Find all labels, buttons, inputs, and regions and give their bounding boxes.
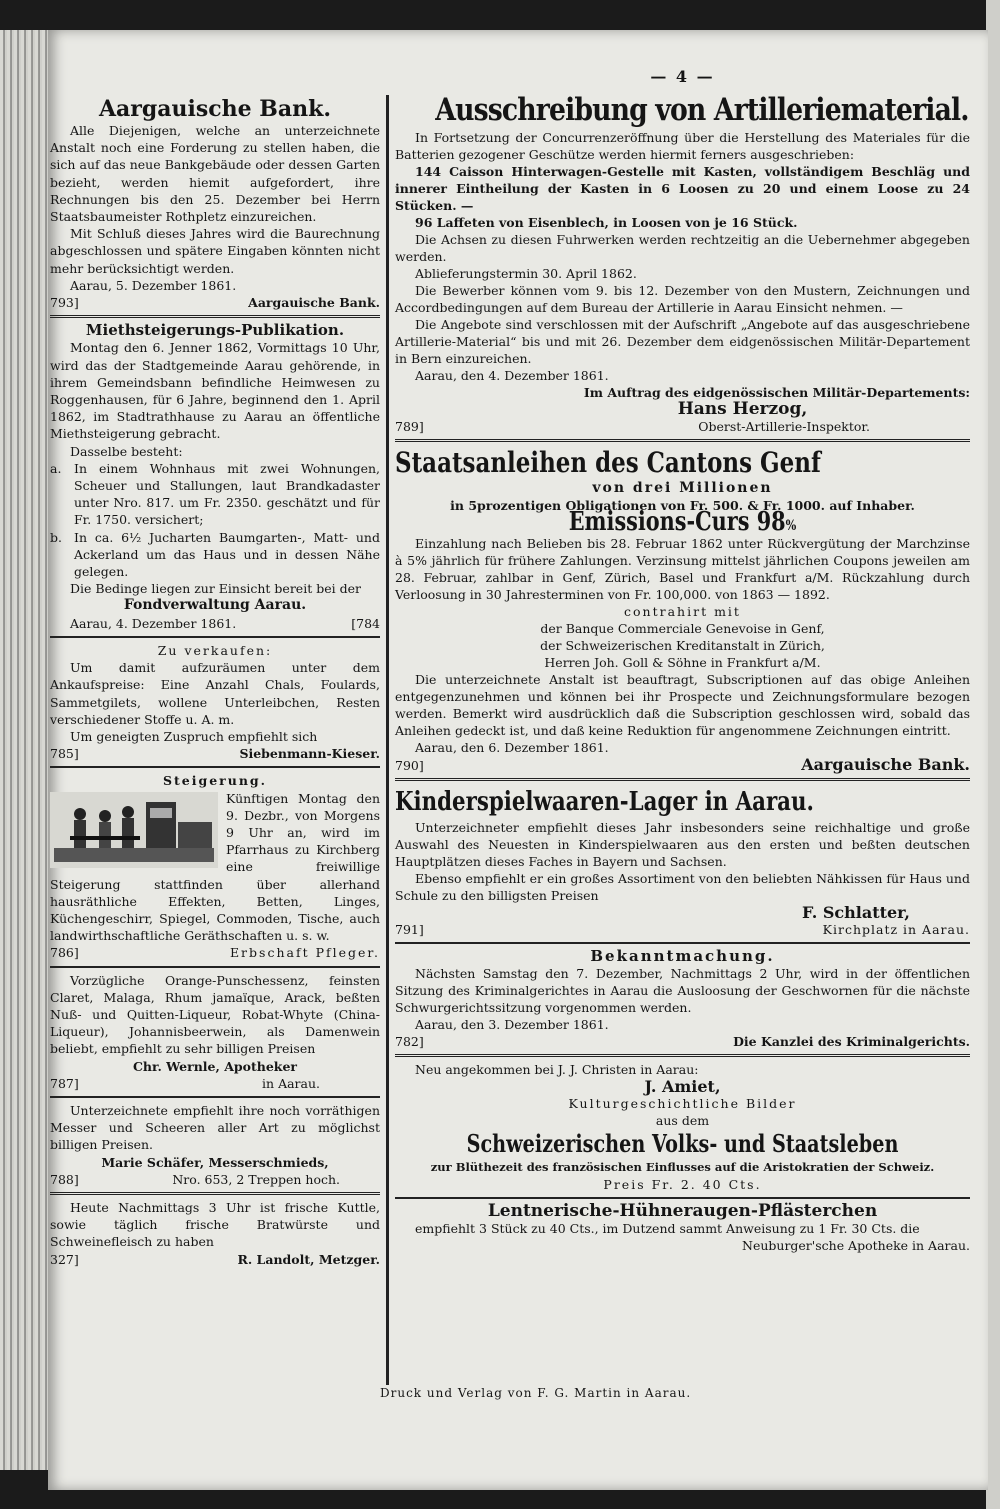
right-page-strip [986,0,1000,1509]
spiel-title: Kinderspielwaaren-Lager in Aarau. [395,787,814,817]
bank-body2: Mit Schluß dieses Jahres wird die Baurechnung abgeschlossen und spätere Eingaben könnten nicht mehr berücksichtigt werden. [50,226,380,276]
verkauf-title: Zu verkaufen: [157,642,273,658]
artillerie-sign: Hans Herzog, [677,399,808,419]
amiet-neu: Neu angekommen bei J. J. Christen in Aarau: [415,1062,699,1077]
amiet-notice [395,1061,970,1193]
item-label: b. [50,529,62,545]
miet-bedinge: Die Bedinge liegen zur Einsicht bereit bei der [70,581,361,597]
artillerie-title: Ausschreibung von Artilleriematerial. [435,92,969,128]
bank-sign: Aargauische Bank. [248,295,380,311]
artillerie-p4: Die Achsen zu diesen Fuhrwerken werden rechtzeitig an die Uebernehmer abgegeben werden. [395,232,970,264]
amiet-l2: aus dem [655,1113,710,1128]
messer-sign1: Marie Schäfer, Messerschmieds, [101,1154,329,1170]
verkauf-body2: Um geneigten Zuspruch empfiehlt sich [70,728,318,744]
divider [395,1197,970,1199]
divider [50,1192,380,1195]
bekannt-num: 782] [395,1034,424,1049]
column-rule [386,95,389,1385]
artillerie-auftrag: Im Auftrag des eidgenössischen Militär-Departements: [583,385,970,400]
amiet-price: Preis Fr. 2. 40 Cts. [603,1177,762,1192]
bank-title: Aargauische Bank. [98,96,332,122]
genf-sub: von drei Millionen [592,480,773,496]
verkauf-sign: Siebenmann-Kieser. [239,746,380,762]
verkauf-notice [50,642,380,762]
punsch-sign1: Chr. Wernle, Apotheker [132,1058,298,1074]
divider [50,766,380,768]
divider [50,1096,380,1098]
genf-date: Aarau, den 6. Dezember 1861. [415,740,609,755]
artillerie-notice [395,91,970,435]
genf-p2: Die unterzeichnete Anstalt ist beauftragt, Subscriptionen auf das obige Anleihen entgegenzunehmen und können bei ihr Prospecte und Zeichnungsformulare bezogen werden. Bemerkt wird ausdrücklich daß die Subscription geschlossen wird, sobald das Anleihen gedeckt ist, und daß keine Reduktion für angenommene Zeichnungen eintritt. [395,672,970,738]
curs-text: Emissions-Curs 98 [568,507,786,537]
divider [50,636,380,638]
miet-body: Montag den 6. Jenner 1862, Vormittags 10 Uhr, wird das der Stadtgemeinde Aarau gehörende, in ihrem Gemeindsbann befindliche Heimwesen zu Roggenhausen, für 6 Jahre, beginnend den 1. April 1862, im Stadtrathhause zu Aarau an öffentliche Miethsteigerung gebracht. [50,340,380,442]
lent-p1: empfiehlt 3 Stück zu 40 Cts., im Dutzend sammt Anweisung zu 1 Fr. 30 Cts. die [415,1221,920,1236]
punsch-num: 787] [50,1075,79,1091]
bekannt-title: Bekanntmachung. [590,947,775,965]
divider [395,439,970,442]
genf-bank1: der Banque Commerciale Genevoise in Genf, [540,621,825,636]
verkauf-body: Um damit aufzuräumen unter dem Ankaufspreise: Eine Anzahl Chals, Foulards, Sammetgilets, wollene Unterleibchen, Resten verschiedener Stoffe u. A. m. [50,660,380,727]
bekannt-date: Aarau, den 3. Dezember 1861. [415,1017,609,1032]
lent-title: Lentnerische-Hühneraugen-Pflästerchen [487,1201,878,1221]
divider [395,942,970,944]
messer-body: Unterzeichnete empfiehlt ihre noch vorräthigen Messer und Scheeren aller Art zu möglichst billigen Preisen. [50,1102,380,1153]
punsch-body: Vorzügliche Orange-Punschessenz, feinsten Claret, Malaga, Rhum jamaïque, Arack, beßten Nuß- und Quitten-Liqueur, Robat-Whyte (China-Liqueur), Johannisbeerwein, als Damenwein beliebt, empfiehlt zu sehr billigen Preisen [50,972,380,1057]
miet-notice [50,322,380,632]
divider [50,966,380,968]
kuttle-notice [50,1199,380,1268]
miet-item-a [50,460,380,529]
amiet-l3: Schweizerischen Volks- und Staatsleben [466,1129,899,1158]
spiel-p1: Unterzeichneter empfiehlt dieses Jahr insbesonders seine reichhaltige und große Auswahl des Neuesten in Kinderspielwaaren aus den ersten und beßten deutschen Hauptplätzen dieses Faches in Bayern und Sachsen. [395,820,970,869]
genf-sign: Aargauische Bank. [801,755,970,774]
genf-title: Staatsanleihen des Cantons Genf [395,446,821,479]
spiel-sign2: Kirchplatz in Aarau. [822,922,970,937]
amiet-l4: zur Blüthezeit des französischen Einflusses auf die Aristokratien der Schweiz. [430,1160,935,1174]
punsch-notice [50,972,380,1092]
divider [395,778,970,781]
artillerie-p3: 96 Laffeten von Eisenblech, in Loosen von je 16 Stück. [415,215,798,230]
bank-body: Alle Diejenigen, welche an unterzeichnete Anstalt noch eine Forderung zu stellen haben, die sich auf das neue Bankgebäude oder dessen Garten bezieht, werden hiemit aufgefordert, ihre Rechnungen bis den 25. Dezember bei Herrn Staatsbaumeister Rothpletz einzureichen. [50,123,380,225]
bank-date: Aarau, 5. Dezember 1861. [70,277,237,293]
punsch-sign2: in Aarau. [262,1075,320,1091]
artillerie-sign2: Oberst-Artillerie-Inspektor. [698,419,870,434]
genf-curs [453,507,913,537]
bekannt-p1: Nächsten Samstag den 7. Dezember, Nachmittags 2 Uhr, wird in der öffentlichen Sitzung des Kriminalgerichtes in Aarau die Ausloosung der Geschwornen für die nächste Schwurgerichtssitzung vorgenommen werden. [395,966,970,1015]
page-number: — 4 — [650,67,715,86]
artillerie-p6: Die Bewerber können vom 9. bis 12. Dezember von den Mustern, Zeichnungen und Accordbedingungen auf dem Bureau der Artillerie in Aarau Einsicht nehmen. — [395,283,970,315]
steigerung-body: Künftigen Montag den 9. Dezbr., von Morgens 9 Uhr an, wird im Pfarrhaus zu Kirchberg eine freiwillige Steigerung stattfinden über allerhand hausräthliche Effekten, Betten, Linges, Küchengeschirr, Spiegel, Commoden, Tische, auch landwirthschaftliche Geräthschaften u. s. w. [50,790,380,944]
verkauf-num: 785] [50,746,79,762]
item-text: In einem Wohnhaus mit zwei Wohnungen, Scheuer und Stallungen, laut Brandkadaster unter Nro. 817. um Fr. 2350. geschätzt und für Fr. 1750. versichert; [74,460,380,528]
genf-bank2: der Schweizerischen Kreditanstalt in Zürich, [540,638,825,653]
artillerie-date: Aarau, den 4. Dezember 1861. [415,368,609,383]
amiet-l1: Kulturgeschichtliche Bilder [568,1096,797,1111]
miet-title: Miethsteigerungs-Publikation. [85,321,345,340]
artillerie-p5: Ablieferungstermin 30. April 1862. [415,266,637,281]
amiet-author: J. Amiet, [644,1077,721,1096]
artillerie-p7: Die Angebote sind verschlossen mit der Aufschrift „Angebote auf das ausgeschriebene Artillerie-Material“ bis und mit 26. Dezember dem eidgenössischen Militär-Departement in Bern einzureichen. [395,317,970,366]
genf-num: 790] [395,758,424,773]
genf-bank3: Herren Joh. Goll & Söhne in Frankfurt a/M. [544,655,821,670]
spiel-sign: F. Schlatter, [801,903,910,922]
genf-sub2: in 5prozentigen Obligationen von Fr. 500. & Fr. 1000. auf Inhaber. [450,498,915,513]
lent-p2: Neuburger'sche Apotheke in Aarau. [742,1238,970,1253]
miet-dasselbe: Dasselbe besteht: [70,443,183,459]
messer-num: 788] [50,1171,79,1187]
genf-contra: contrahirt mit [624,604,741,619]
spiel-p2: Ebenso empfiehlt er ein großes Assortiment von den beliebten Nähkissen für Haus und Schule zu den billigsten Preisen [395,871,970,903]
genf-p1: Einzahlung nach Belieben bis 28. Februar 1862 unter Rückvergütung der Marchzinse à 5% jährlich für frühere Zahlungen. Verzinsung mittelst jährlichen Coupons jeweilen am 28. Februar, zahlbar in Genf, Zürich, Basel und Frankfurt a/M. Rückzahlung durch Verloosung in 30 Jahresterminen von Fr. 100,000. von 1863 — 1892. [395,536,970,602]
auction-woodcut-image [50,792,218,868]
miet-sign: Fondverwaltung Aarau. [123,597,307,614]
spiel-num: 791] [395,922,424,937]
bekannt-sign: Die Kanzlei des Kriminalgerichts. [733,1034,970,1049]
divider [50,315,380,318]
imprint-footer: Druck und Verlag von F. G. Martin in Aarau. [380,1386,692,1400]
left-column [50,68,380,1271]
divider [395,1054,970,1057]
curs-pct: % [785,518,797,534]
steigerung-notice [50,772,380,961]
bank-num: 793] [50,295,79,311]
miet-num: [784 [351,615,380,631]
genf-notice [395,446,970,774]
artillerie-num: 789] [395,419,424,434]
spiel-notice [395,785,970,938]
kuttle-num: 327] [50,1251,79,1267]
item-text: In ca. 6½ Jucharten Baumgarten-, Matt- und Ackerland um das Haus und in dessen Nähe gelegen. [74,529,380,580]
bank-notice [50,96,380,311]
artillerie-p1: In Fortsetzung der Concurrenzeröffnung über die Herstellung des Materiales für die Batterien gezogener Geschütze werden hiermit ferners ausgeschrieben: [395,130,970,162]
kuttle-body: Heute Nachmittags 3 Uhr ist frische Kuttle, sowie täglich frische Bratwürste und Schweinefleisch zu haben [50,1199,380,1250]
steigerung-num: 786] [50,945,79,961]
item-label: a. [50,460,62,476]
right-column [395,68,970,1257]
kuttle-sign: R. Landolt, Metzger. [237,1251,380,1267]
messer-notice [50,1102,380,1188]
miet-item-b [50,529,380,581]
messer-sign2: Nro. 653, 2 Treppen hoch. [172,1171,340,1187]
artillerie-p2: 144 Caisson Hinterwagen-Gestelle mit Kasten, vollständigem Beschläg und innerer Eintheilung der Kasten in 6 Loosen zu 20 und einem Loose zu 24 Stücken. — [395,164,970,213]
steigerung-title: Steigerung. [162,773,268,789]
lent-notice [395,1203,970,1254]
steigerung-sign: Erbschaft Pfleger. [229,945,380,961]
miet-date: Aarau, 4. Dezember 1861. [70,615,237,631]
bekannt-notice [395,948,970,1050]
